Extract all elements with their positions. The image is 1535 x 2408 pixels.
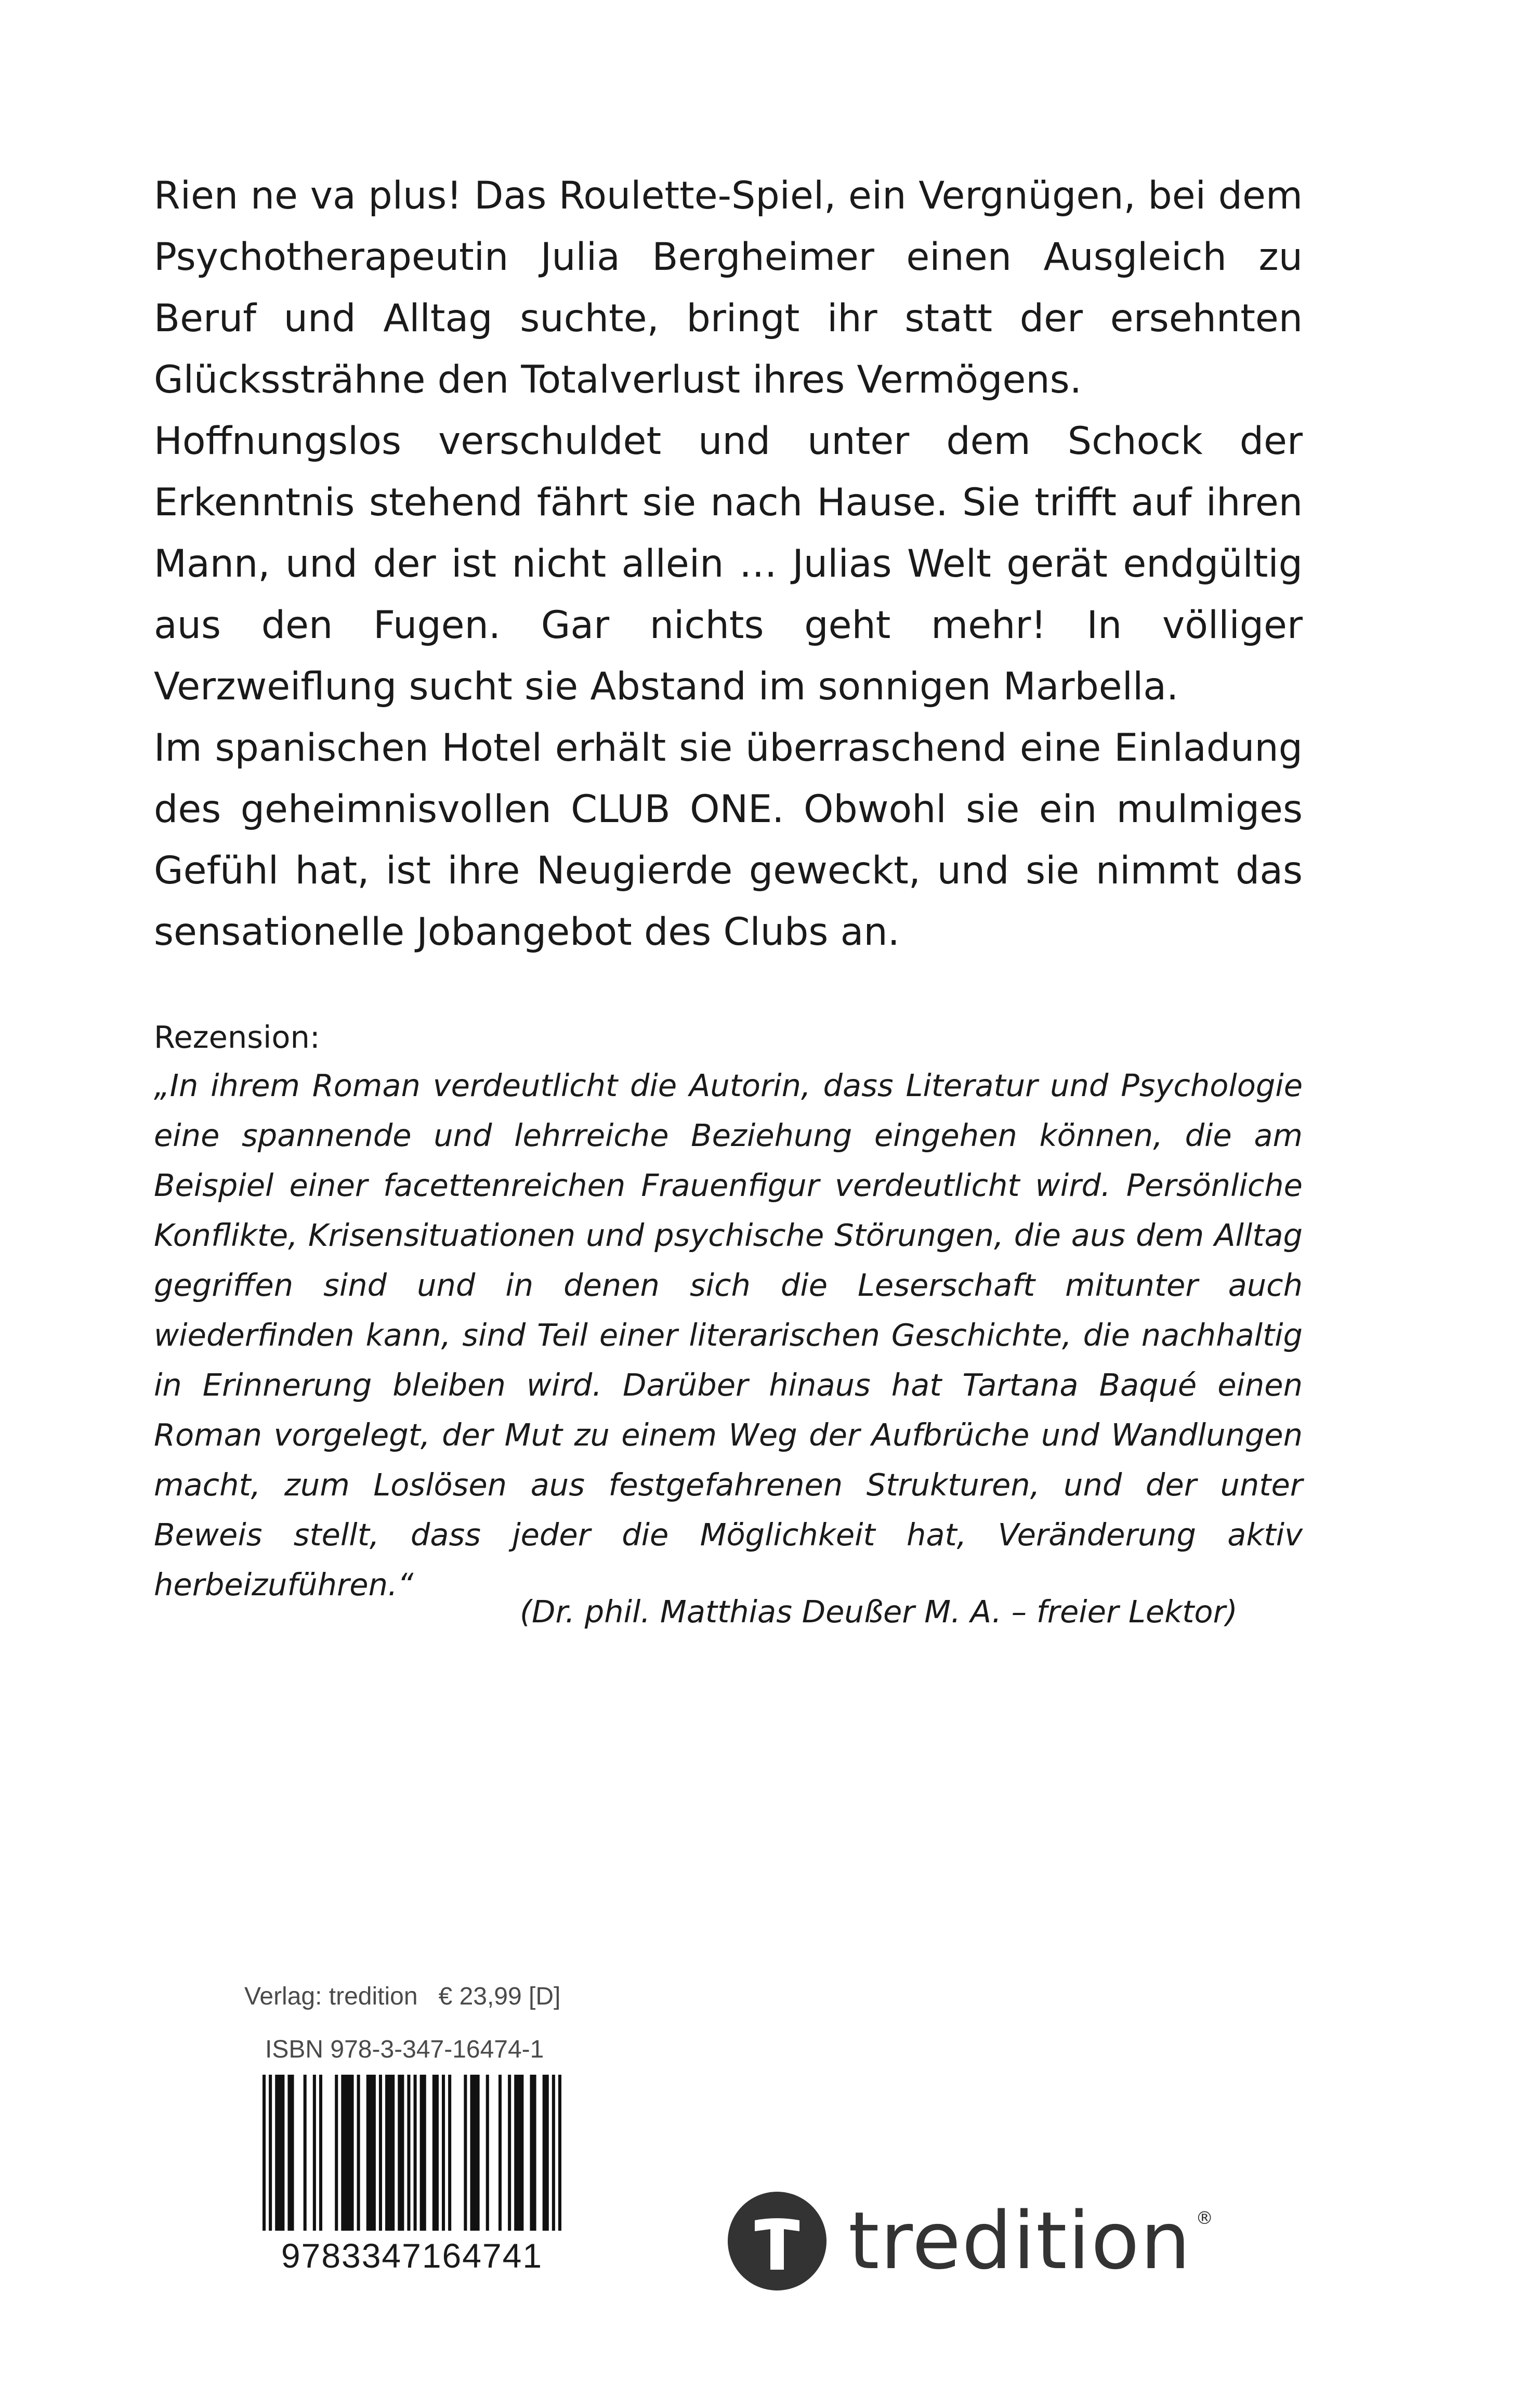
barcode-bar xyxy=(414,2075,417,2231)
barcode-bar xyxy=(263,2075,266,2231)
barcode-bar xyxy=(464,2075,467,2231)
barcode-bar xyxy=(514,2075,523,2231)
barcode-bar xyxy=(498,2075,502,2231)
price-label: € 23,99 [D] xyxy=(438,1983,561,2010)
barcode-bar xyxy=(470,2075,479,2231)
barcode-bar xyxy=(357,2075,360,2231)
logo-text: tredition xyxy=(848,2195,1192,2287)
review-credit: (Dr. phil. Matthias Deußer M. A. – freier Lektor) xyxy=(520,1594,1238,1630)
barcode-bar xyxy=(552,2075,555,2231)
blurb-text xyxy=(154,165,1303,963)
blurb-paragraph-1: Rien ne va plus! Das Roulette-Spiel, ein Vergnügen, bei dem Psychotherapeutin Julia Bergheimer einen Ausgleich zu Beruf und Alltag suchte, bringt ihr statt der ersehnten Glückssträhne den Totalverlust ihres Vermögens. xyxy=(154,174,1303,402)
barcode-bar xyxy=(275,2075,284,2231)
review-heading: Rezension: xyxy=(154,1019,320,1055)
barcode-bar xyxy=(379,2075,382,2231)
barcode-bar xyxy=(432,2075,439,2231)
publisher-label: Verlag: tredition xyxy=(244,1983,418,2010)
barcode-bar xyxy=(341,2075,353,2231)
tredition-logo xyxy=(728,2189,1213,2293)
barcode-bar xyxy=(319,2075,322,2231)
barcode-bar xyxy=(398,2075,404,2231)
barcode-bar xyxy=(287,2075,294,2231)
registered-mark: ® xyxy=(1196,2208,1214,2229)
barcode-bar xyxy=(508,2075,511,2231)
barcode-bar xyxy=(486,2075,489,2231)
barcode-digits: 9783347164741 xyxy=(281,2236,543,2275)
barcode-bar xyxy=(366,2075,376,2231)
barcode-bar xyxy=(558,2075,561,2231)
barcode-bar xyxy=(304,2075,307,2231)
blurb-paragraph-3: Im spanischen Hotel erhält sie überraschend eine Einladung des geheimnisvollen CLUB ONE. Obwohl sie ein mulmiges Gefühl hat, ist ihre Neugierde geweckt, und sie nimmt das sensationelle Jobangebot des Clubs an. xyxy=(154,726,1303,954)
barcode-bar xyxy=(448,2075,451,2231)
barcode-bar xyxy=(407,2075,410,2231)
review-quote: „In ihrem Roman verdeutlicht die Autorin, dass Literatur und Psychologie eine spannende und lehrreiche Beziehung eingehen können, die am Beispiel einer facettenreichen Frauenfigur verdeutlicht wird. Persönliche Konflikte, Krisensituationen und psychische Störungen, die aus dem Alltag gegriffen sind und in denen sich die Leserschaft mitunter auch wiederfinden kann, sind Teil einer literarischen Geschichte, die nachhaltig in Erinnerung bleiben wird. Darüber hinaus hat Tartana Baqué einen Roman vorgelegt, der Mut zu einem Weg der Aufbrüche und Wandlungen macht, zum Loslösen aus festgefahrenen Strukturen, und der unter Beweis stellt, dass jeder die Möglichkeit hat, Veränderung aktiv herbeizuführen.“ xyxy=(154,1068,1303,1603)
barcode xyxy=(263,2075,561,2231)
barcode-bar xyxy=(335,2075,338,2231)
barcode-bar xyxy=(313,2075,316,2231)
tredition-logo-mark-icon xyxy=(728,2192,826,2290)
barcode-bar xyxy=(543,2075,549,2231)
isbn-label: ISBN 978-3-347-16474-1 xyxy=(265,2036,544,2063)
barcode-bar xyxy=(420,2075,426,2231)
barcode-bar xyxy=(530,2075,536,2231)
barcode-bar xyxy=(442,2075,445,2231)
publisher-price-line xyxy=(244,1981,560,2012)
barcode-bar xyxy=(385,2075,395,2231)
barcode-bar xyxy=(269,2075,272,2231)
blurb-paragraph-2: Hoffnungslos verschuldet und unter dem Schock der Erkenntnis stehend fährt sie nach Hause. Sie trifft auf ihren Mann, und der ist nicht allein … Julias Welt gerät endgültig aus den Fugen. Gar nichts geht mehr! In völliger Verzweiflung sucht sie Abstand im sonnigen Marbella. xyxy=(154,419,1303,709)
